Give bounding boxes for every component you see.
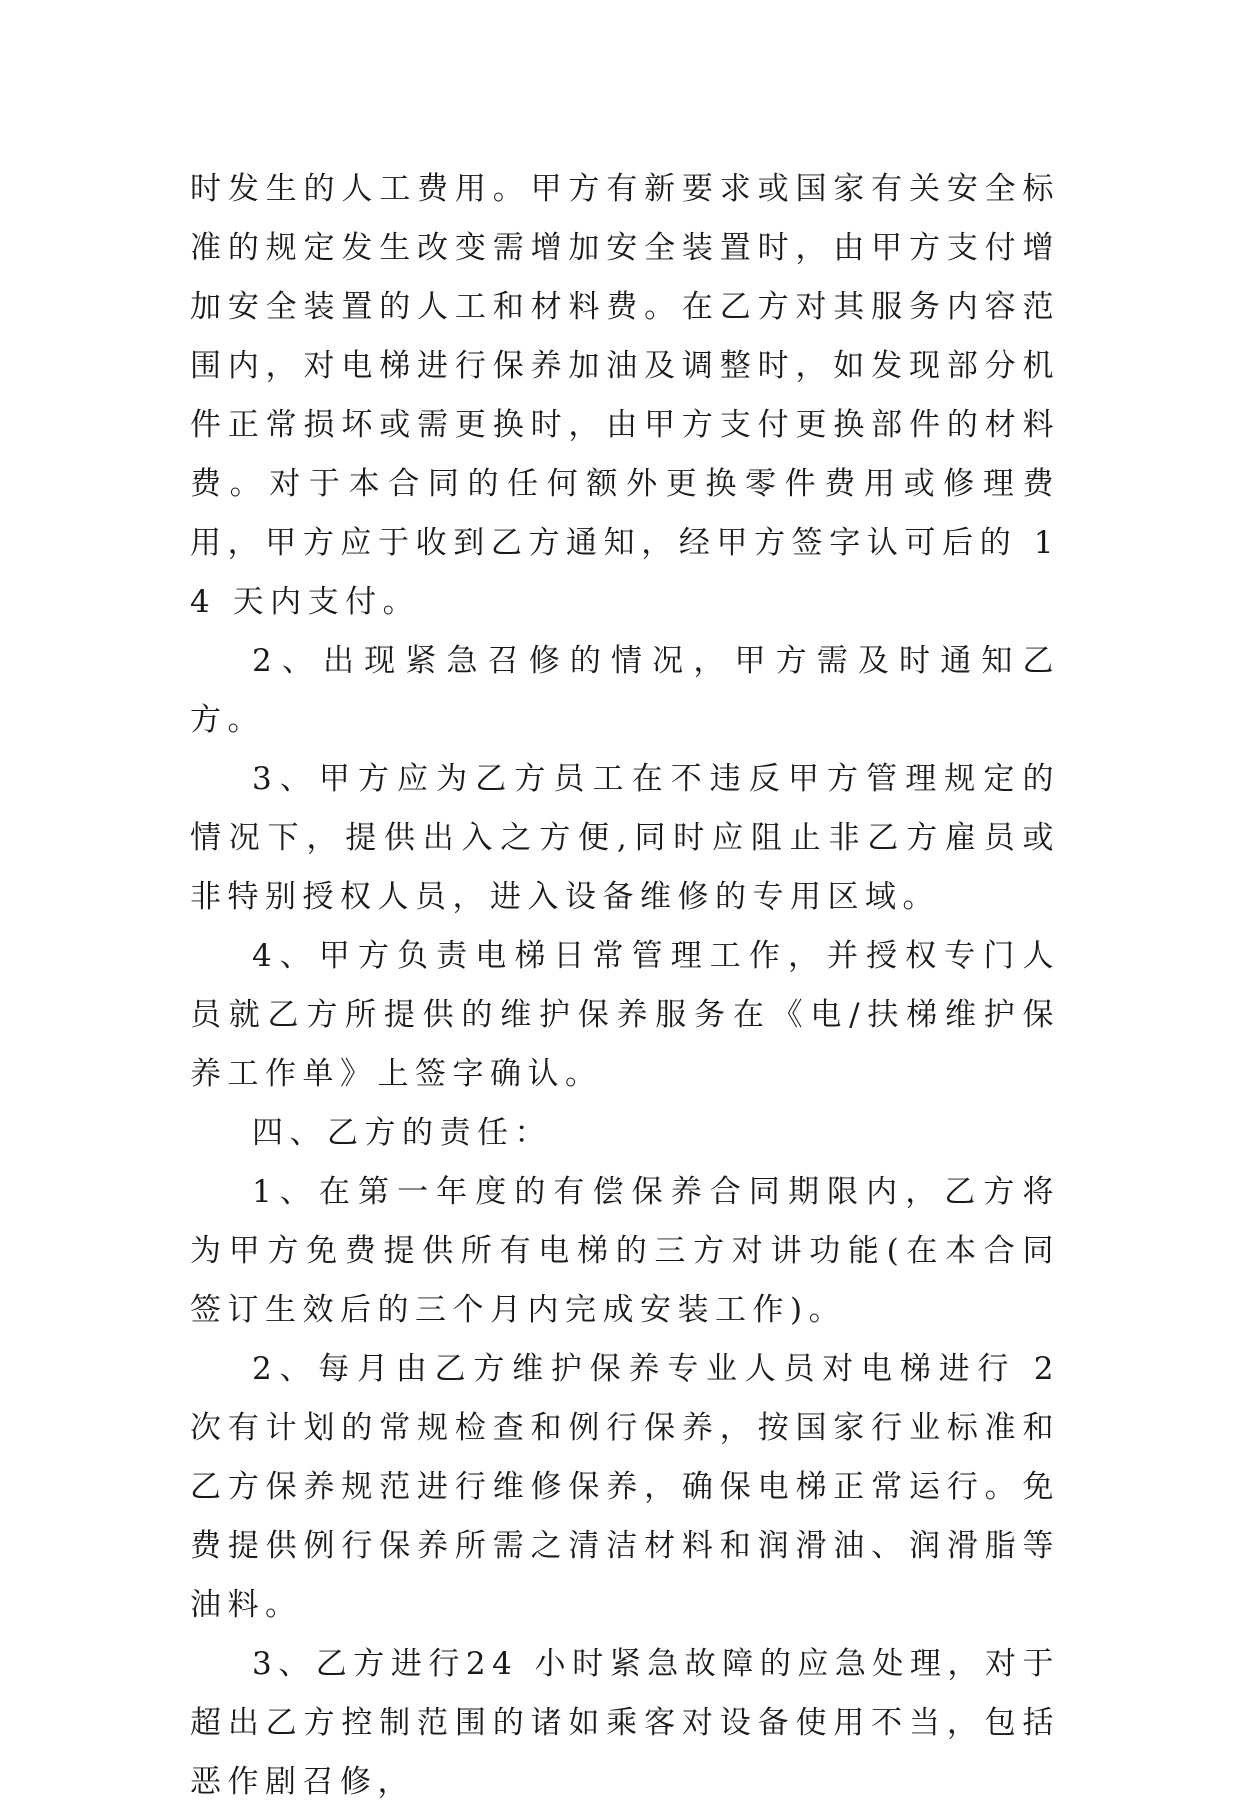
paragraph-duty-2: 2、每月由乙方维护保养专业人员对电梯进行 2 次有计划的常规检查和例行保养，按国家行业标准和乙方保养规范进行维修保养，确保电梯正常运行。免费提供例行保养所需之清洁材料和润滑油、润滑脂等油料。 bbox=[190, 1351, 1060, 1623]
paragraph-item-4: 4、甲方负责电梯日常管理工作，并授权专门人员就乙方所提供的维护保养服务在《电/扶梯维护保养工作单》上签字确认。 bbox=[190, 938, 1060, 1092]
section-heading-party-b-duties: 四、乙方的责任： bbox=[252, 1115, 552, 1151]
paragraph-item-3: 3、甲方应为乙方员工在不违反甲方管理规定的情况下，提供出入之方便,同时应阻止非乙方雇员或非特别授权人员，进入设备维修的专用区域。 bbox=[190, 761, 1060, 915]
document-body bbox=[190, 160, 1060, 1812]
paragraph-duty-1: 1、在第一年度的有偿保养合同期限内，乙方将为甲方免费提供所有电梯的三方对讲功能(在本合同签订生效后的三个月内完成安装工作)。 bbox=[190, 1174, 1060, 1328]
paragraph-continuation: 时发生的人工费用。甲方有新要求或国家有关安全标准的规定发生改变需增加安全装置时，由甲方支付增加安全装置的人工和材料费。在乙方对其服务内容范围内，对电梯进行保养加油及调整时，如发现部分机件正常损坏或需更换时，由甲方支付更换部件的材料费。对于本合同的任何额外更换零件费用或修理费用，甲方应于收到乙方通知，经甲方签字认可后的 14 天内支付。 bbox=[190, 171, 1060, 620]
paragraph-duty-3: 3、乙方进行24 小时紧急故障的应急处理，对于超出乙方控制范围的诸如乘客对设备使用不当，包括恶作剧召修， bbox=[190, 1646, 1060, 1800]
paragraph-item-2: 2、出现紧急召修的情况，甲方需及时通知乙方。 bbox=[190, 643, 1060, 738]
